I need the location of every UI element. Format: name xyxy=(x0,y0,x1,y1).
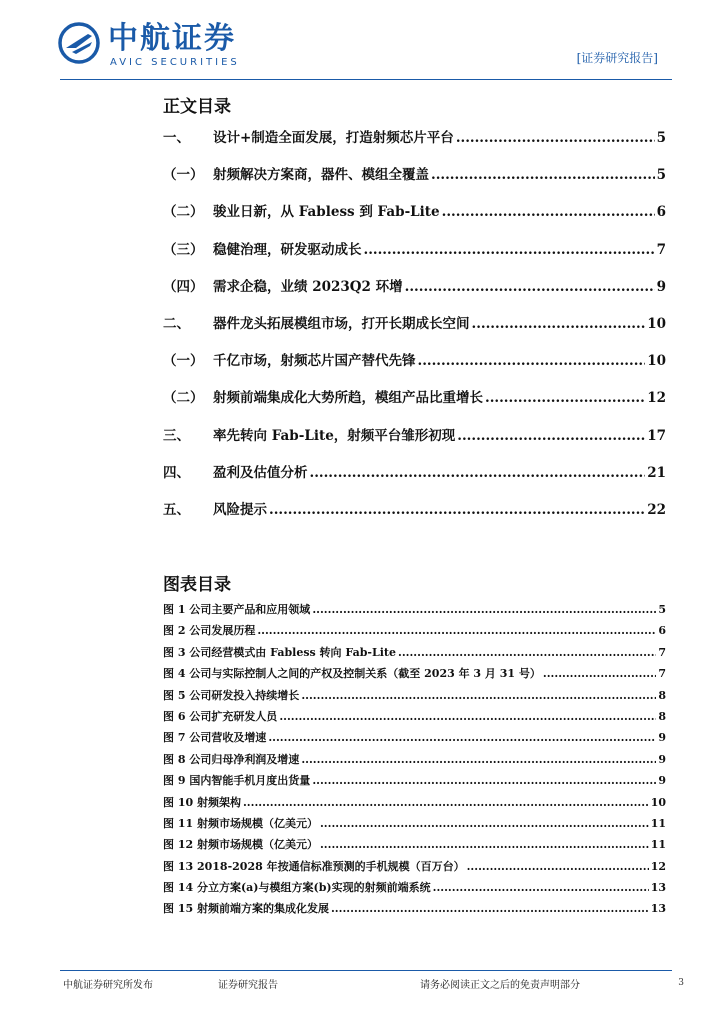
figure-leader-dots xyxy=(320,817,649,830)
footer-disclaimer: 请务必阅读正文之后的免责声明部分 xyxy=(420,980,580,991)
figure-entry[interactable] xyxy=(163,858,666,879)
toc-entry-page: 10 xyxy=(647,315,666,332)
toc-entry-label: 盈利及估值分析 xyxy=(213,464,308,481)
figure-entry[interactable] xyxy=(163,879,666,900)
toc-entry-number: （二） xyxy=(163,390,204,407)
figure-entry[interactable] xyxy=(163,687,666,708)
toc-entry-number: 三、 xyxy=(163,427,190,444)
toc-entry-label: 风险提示 xyxy=(213,501,267,518)
figure-entry-label: 图 1 公司主要产品和应用领域 xyxy=(163,603,311,616)
toc-leader-dots xyxy=(405,279,655,295)
figure-list-title: 图表目录 xyxy=(163,575,231,595)
figure-leader-dots xyxy=(312,603,656,616)
toc-entry-number: （一） xyxy=(163,353,204,370)
figure-entry-page: 7 xyxy=(658,667,666,681)
page-footer xyxy=(0,960,724,1000)
toc-entry-number: （四） xyxy=(163,278,204,295)
toc-entry-page: 9 xyxy=(656,278,666,295)
toc-entry[interactable] xyxy=(163,126,666,163)
toc-entry-page: 12 xyxy=(647,390,666,407)
toc-entry-label: 率先转向 Fab-Lite，射频平台雏形初现 xyxy=(213,427,456,444)
figure-leader-dots xyxy=(320,838,649,851)
report-type-label: [证券研究报告] xyxy=(576,51,658,65)
figure-entry-page: 5 xyxy=(658,603,666,616)
figure-entry-label: 图 3 公司经营模式由 Fabless 转向 Fab-Lite xyxy=(163,645,396,659)
toc-leader-dots xyxy=(472,316,646,332)
figure-entry-label: 图 15 射频前端方案的集成化发展 xyxy=(163,902,329,916)
figure-entry-label: 图 14 分立方案(a)与模组方案(b)实现的射频前端系统 xyxy=(163,881,431,895)
figure-leader-dots xyxy=(301,689,656,702)
figure-entry-label: 图 7 公司营收及增速 xyxy=(163,731,267,745)
figure-leader-dots xyxy=(279,710,656,723)
toc-entry[interactable] xyxy=(163,498,666,535)
toc-entry-label: 器件龙头拓展模组市场，打开长期成长空间 xyxy=(213,315,470,332)
figure-entry-label: 图 11 射频市场规模（亿美元） xyxy=(163,816,318,830)
toc-title: 正文目录 xyxy=(163,97,231,117)
toc-leader-dots xyxy=(418,353,646,369)
figure-entry-page: 8 xyxy=(658,709,666,723)
toc-entry[interactable] xyxy=(163,424,666,461)
figure-leader-dots xyxy=(268,731,656,744)
figure-entry-page: 12 xyxy=(650,859,666,873)
page-number: 3 xyxy=(678,978,684,988)
toc-entry-label: 需求企稳，业绩 2023Q2 环增 xyxy=(213,278,403,295)
figure-leader-dots xyxy=(243,796,649,809)
figure-entry-label: 图 4 公司与实际控制人之间的产权及控制关系（截至 2023 年 3 月 31 号） xyxy=(163,667,541,681)
figure-entry-label: 图 12 射频市场规模（亿美元） xyxy=(163,838,318,852)
toc-entry[interactable] xyxy=(163,200,666,237)
toc-entry[interactable] xyxy=(163,461,666,498)
toc-list xyxy=(163,126,666,535)
figure-entry[interactable] xyxy=(163,665,666,686)
avic-logo-icon xyxy=(58,22,100,64)
toc-entry-number: 一、 xyxy=(163,130,190,146)
toc-entry-page: 21 xyxy=(647,464,666,481)
figure-entry[interactable] xyxy=(163,622,666,643)
toc-entry[interactable] xyxy=(163,163,666,200)
figure-entry-page: 10 xyxy=(650,795,666,809)
page-header xyxy=(0,0,724,82)
toc-entry-page: 17 xyxy=(647,427,666,444)
footer-report-type: 证券研究报告 xyxy=(218,980,278,991)
figure-leader-dots xyxy=(467,860,649,873)
toc-leader-dots xyxy=(442,204,655,220)
figure-entry[interactable] xyxy=(163,900,666,921)
figure-leader-dots xyxy=(398,646,656,659)
toc-entry-page: 7 xyxy=(656,241,666,258)
figure-entry-label: 图 6 公司扩充研发人员 xyxy=(163,709,278,723)
figure-entry-page: 6 xyxy=(658,624,666,638)
figure-entry[interactable] xyxy=(163,729,666,750)
figure-leader-dots xyxy=(433,881,649,894)
figure-entry-page: 9 xyxy=(658,752,666,766)
toc-entry[interactable] xyxy=(163,312,666,349)
toc-entry[interactable] xyxy=(163,238,666,275)
header-divider xyxy=(60,79,672,80)
figure-leader-dots xyxy=(312,774,656,787)
toc-entry[interactable] xyxy=(163,349,666,386)
toc-leader-dots xyxy=(456,130,655,146)
toc-entry-page: 6 xyxy=(656,204,666,221)
figure-entry-page: 7 xyxy=(658,645,666,659)
figure-entry[interactable] xyxy=(163,601,666,622)
toc-entry-label: 稳健治理，研发驱动成长 xyxy=(213,241,362,258)
toc-leader-dots xyxy=(457,428,645,444)
toc-entry-label: 设计+制造全面发展，打造射频芯片平台 xyxy=(213,130,454,146)
figure-entry-label: 图 10 射频架构 xyxy=(163,795,241,809)
figure-entry-page: 13 xyxy=(650,881,666,895)
toc-entry-label: 骏业日新，从 Fabless 到 Fab-Lite xyxy=(213,204,440,221)
toc-entry-label: 千亿市场，射频芯片国产替代先锋 xyxy=(213,353,416,370)
figure-entry-label: 图 5 公司研发投入持续增长 xyxy=(163,688,300,702)
toc-entry-page: 5 xyxy=(656,130,666,146)
figure-entry-page: 8 xyxy=(658,688,666,702)
toc-leader-dots xyxy=(364,242,655,258)
toc-entry[interactable] xyxy=(163,275,666,312)
toc-leader-dots xyxy=(485,390,645,406)
footer-publisher: 中航证券研究所发布 xyxy=(63,980,153,991)
figure-leader-dots xyxy=(331,902,649,915)
figure-leader-dots xyxy=(257,624,656,637)
toc-entry-page: 10 xyxy=(647,353,666,370)
figure-entry-page: 11 xyxy=(650,816,666,830)
toc-entry[interactable] xyxy=(163,386,666,423)
brand-name-cn: 中航证券 xyxy=(108,21,236,56)
figure-leader-dots xyxy=(301,753,656,766)
figure-leader-dots xyxy=(543,667,656,680)
figure-entry-page: 11 xyxy=(650,838,666,852)
figure-entry[interactable] xyxy=(163,794,666,815)
figure-entry[interactable] xyxy=(163,815,666,836)
toc-leader-dots xyxy=(269,502,645,518)
toc-entry-number: （二） xyxy=(163,204,204,221)
figure-entry-label: 图 13 2018-2028 年按通信标准预测的手机规模（百万台） xyxy=(163,859,465,873)
figure-entry-page: 9 xyxy=(658,774,666,788)
toc-entry-number: 四、 xyxy=(163,464,190,481)
figure-entry-page: 9 xyxy=(658,731,666,745)
toc-entry-label: 射频前端集成化大势所趋，模组产品比重增长 xyxy=(213,390,483,407)
toc-entry-label: 射频解决方案商，器件、模组全覆盖 xyxy=(213,167,429,184)
toc-entry-number: 五、 xyxy=(163,501,190,518)
figure-list xyxy=(163,601,666,922)
toc-leader-dots xyxy=(431,167,655,183)
figure-entry[interactable] xyxy=(163,836,666,857)
toc-leader-dots xyxy=(310,465,646,481)
toc-entry-number: 二、 xyxy=(163,315,190,332)
figure-entry-label: 图 8 公司归母净利润及增速 xyxy=(163,752,300,766)
figure-entry-label: 图 9 国内智能手机月度出货量 xyxy=(163,774,311,788)
toc-entry-page: 22 xyxy=(647,501,666,518)
figure-entry-page: 13 xyxy=(650,902,666,916)
figure-entry[interactable] xyxy=(163,772,666,793)
toc-entry-number: （三） xyxy=(163,241,204,258)
toc-entry-number: （一） xyxy=(163,167,204,184)
brand-name-en: AVIC SECURITIES xyxy=(110,57,240,68)
figure-entry[interactable] xyxy=(163,751,666,772)
figure-entry[interactable] xyxy=(163,708,666,729)
toc-entry-page: 5 xyxy=(656,167,666,184)
figure-entry[interactable] xyxy=(163,644,666,665)
figure-entry-label: 图 2 公司发展历程 xyxy=(163,624,256,638)
footer-divider xyxy=(60,970,672,971)
